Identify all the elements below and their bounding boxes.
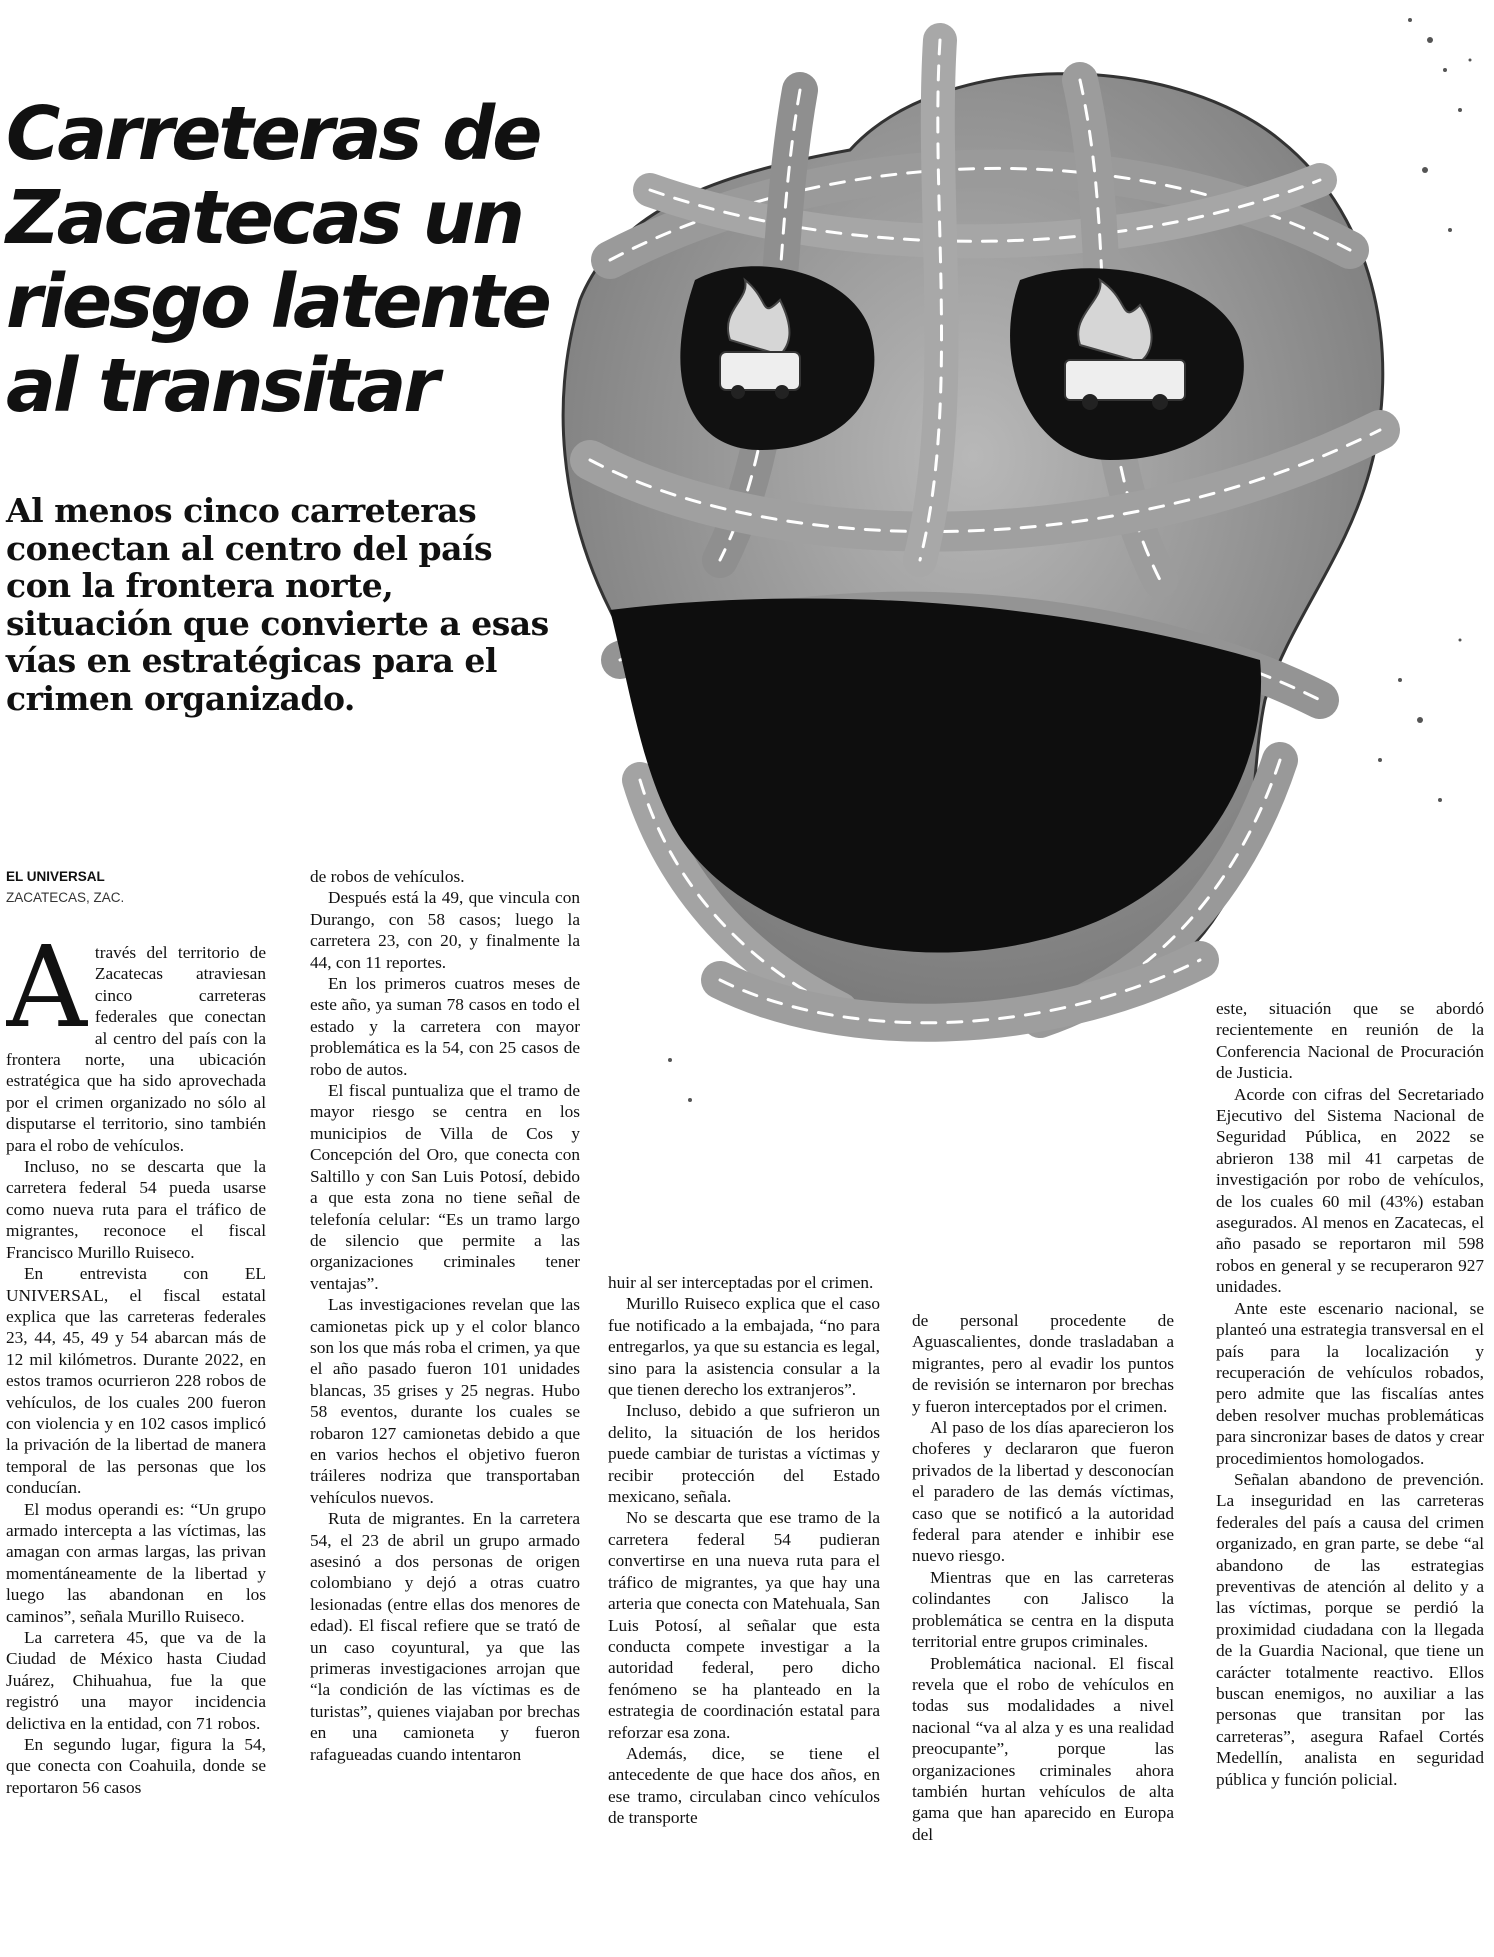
paragraph: Señalan abandono de prevención. La inseguridad en las carreteras federales del país a causa del crimen organizado, en gran parte, se debe “al abandono de las estrategias preventivas de atención al delito y a las víctimas, porque se perdió la proximidad ciudadana con la llegada de la Guardia Nacional, que tiene un carácter totalmente reactivo. Ellos buscan enemigos, no auxiliar a las personas que transitan por las carreteras”, asegura Rafael Cortés Medellín, analista en seguridad pública y función policial. <box>1216 1469 1484 1789</box>
text-column-2 <box>310 866 580 1957</box>
paragraph: El fiscal puntualiza que el tramo de mayor riesgo se centra en los municipios de Villa de Cos y Concepción del Oro, que conecta con Saltillo y con San Luis Potosí, debido a que esta zona no tiene señal de telefonía celular: “Es un tramo largo de silencio que permite a las organizaciones criminales tener ventajas”. <box>310 1081 580 1293</box>
paragraph: Incluso, debido a que sufrieron un delito, la situación de los heridos puede cambiar de turistas a víctimas y recibir protección del Estado mexicano, señala. <box>608 1401 880 1507</box>
paragraph: Murillo Ruiseco explica que el caso fue notificado a la embajada, “no para entregarlos, ya que su estancia es legal, sino para la asistencia consular a la que tienen derecho los extranjeros”. <box>608 1294 880 1400</box>
paragraph: de personal procedente de Aguascalientes, donde trasladaban a migrantes, pero al evadir los puntos de revisión se internaron por brechas y fueron interceptados por el crimen. <box>912 1311 1174 1416</box>
paragraph: En los primeros cuatros meses de este año, ya suman 78 casos en todo el estado y la carretera con mayor problemática es la 54, con 25 casos de robo de autos. <box>310 974 580 1079</box>
byline-place: ZACATECAS, ZAC. <box>6 890 125 905</box>
paragraph: Ante este escenario nacional, se planteó una estrategia transversal en el país para la localización y recuperación de vehículos robados, pero admite que las fiscalías antes deben resolver muchas problemáticas para sincronizar bases de datos y crear procedimientos homologados. <box>1216 1298 1484 1468</box>
paragraph: través del territorio de Zacatecas atraviesan cinco carreteras federales que conectan al centro del país con la frontera norte, una ubicación estratégica que ha sido aprovechada por el crimen organizado no sólo al disputarse el territorio, sino también para el robo de vehículos. <box>6 943 266 1155</box>
paragraph: Al paso de los días aparecieron los choferes y declararon que fueron privados de la libertad y desconocían el paradero de las demás víctimas, caso que se notificó a la autoridad federal para atender e inhibir ese nuevo riesgo. <box>912 1418 1174 1566</box>
text-column-3 <box>608 1272 880 1957</box>
paragraph: Acorde con cifras del Secretariado Ejecutivo del Sistema Nacional de Seguridad Pública, en 2022 se abrieron 138 mil 41 carpetas de investigación por robo de vehículos, de los cuales 60 mil (43%) estaban asegurados. Al menos en Zacatecas, el año pasado se reportaron mil 598 robos en general y se recuperaron 927 unidades. <box>1216 1084 1484 1297</box>
paragraph: En entrevista con EL UNIVERSAL, el fiscal estatal explica que las carreteras federales 23, 44, 45, 49 y 54 abarcan más de 12 mil kilómetros. Durante 2022, en estos tramos ocurrieron 228 robos de vehículos, de los cuales 200 fueron con violencia y en 102 casos implicó la privación de la libertad de manera temporal de las personas que los conducían. <box>6 1264 266 1498</box>
byline <box>6 866 286 908</box>
paragraph: Las investigaciones revelan que las camionetas pick up y el color blanco son los que más roba el crimen, ya que el año pasado fueron 101 unidades blancas, 35 grises y 25 negras. Hubo 58 eventos, durante los cuales se robaron 127 camionetas debido a que en varios hechos el objetivo fueron tráileres nodriza que transportaban vehículos nuevos. <box>310 1295 580 1507</box>
paragraph: En segundo lugar, figura la 54, que conecta con Coahuila, donde se reportaron 56 casos <box>6 1735 266 1797</box>
paragraph: Problemática nacional. El fiscal revela que el robo de vehículos en todas sus modalidades a nivel nacional “va al alza y es una realidad preocupante”, porque las organizaciones criminales ahora también hurtan vehículos de alta gama que han aparecido en Europa del <box>912 1653 1174 1844</box>
paragraph: No se descarta que ese tramo de la carretera federal 54 pudieran convertirse en una nueva ruta para el tráfico de migrantes, ya que hay una arteria que conecta con Matehuala, San Luis Potosí, al señalar que esta conducta compete investigar a la autoridad federal, pero dicho fenómeno se ha planteado en la estrategia de coordinación estatal para reforzar esa zona. <box>608 1508 880 1742</box>
subheadline: Al menos cinco carreteras conectan al centro del país con la frontera norte, situación que convierte a esas vías en estratégicas para el crimen organizado. <box>6 491 549 718</box>
headline: Carreteras de Zacatecas un riesgo latente al transitar <box>6 91 549 429</box>
text-column-5 <box>1216 998 1484 1957</box>
text-column-4 <box>912 1310 1174 1957</box>
paragraph: Después está la 49, que vincula con Durango, con 58 casos; luego la carretera 23, con 20, y finalmente la 44, con 11 reportes. <box>310 888 580 972</box>
dropcap: A <box>6 942 87 1053</box>
paragraph: huir al ser interceptadas por el crimen. <box>608 1273 874 1292</box>
paragraph: La carretera 45, que va de la Ciudad de México hasta Ciudad Juárez, Chihuahua, fue la que registró una mayor incidencia delictiva en la entidad, con 71 robos. <box>6 1628 266 1733</box>
paragraph: Mientras que en las carreteras colindantes con Jalisco la problemática se centra en la disputa territorial entre grupos criminales. <box>912 1567 1174 1652</box>
paragraph: este, situación que se abordó recientemente en reunión de la Conferencia Nacional de Procuración de Justicia. <box>1216 999 1484 1083</box>
text-column-1 <box>6 942 266 1957</box>
paragraph: Ruta de migrantes. En la carretera 54, el 23 de abril un grupo armado asesinó a dos personas de origen colombiano y dejó a otras cuatro lesionadas (entre ellas dos menores de edad). El fiscal refiere que se trató de un caso coyuntural, ya que las primeras investigaciones arrojan que “la condición de las víctimas es de turistas”, quienes viajaban por brechas en una camioneta y fueron rafagueadas cuando intentaron <box>310 1509 580 1764</box>
paragraph: Incluso, no se descarta que la carretera federal 54 pueda usarse como nueva ruta para el tráfico de migrantes, reconoce el fiscal Francisco Murillo Ruiseco. <box>6 1157 266 1262</box>
paragraph: Además, dice, se tiene el antecedente de que hace dos años, en ese tramo, circulaban cinco vehículos de transporte <box>608 1743 880 1828</box>
paragraph: El modus operandi es: “Un grupo armado intercepta a las víctimas, las amagan con armas largas, las privan momentáneamente de la libertad y luego las abandonan en los caminos”, señala Murillo Ruiseco. <box>6 1499 266 1626</box>
byline-agency: EL UNIVERSAL <box>6 869 105 884</box>
paragraph: de robos de vehículos. <box>310 867 465 886</box>
